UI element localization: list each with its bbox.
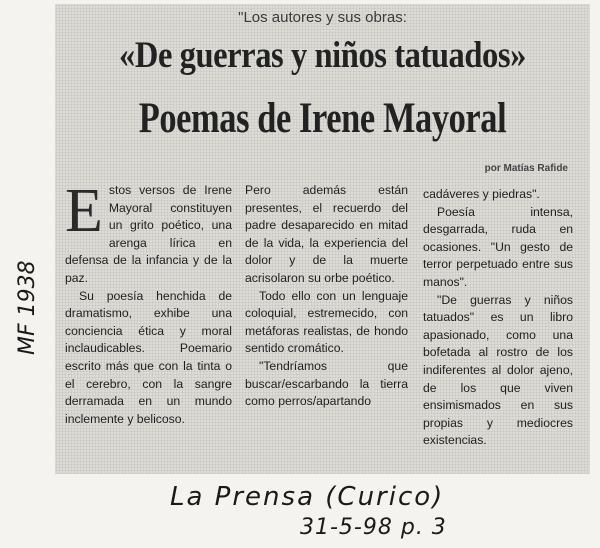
headline-line-2: Poemas de Irene Mayoral bbox=[138, 95, 507, 142]
paragraph: "De guerras y niños tatuados" es un libro apasionado, como una bofetada al rostro de los indiferentes al dolor ajeno, de los que viven ensimismados en sus propias y mediocres existencias. bbox=[423, 292, 573, 448]
paragraph: Su poesía henchida de dramatismo, exhibe una conciencia ética y moral inclaudicables. Poemario escrito más que con la tinta o el cerebro, con la sangre derramada en un mundo inclemente y belicoso. bbox=[65, 288, 232, 426]
handwritten-reference: MF 1938 bbox=[15, 260, 40, 355]
byline: por Matías Rafide bbox=[484, 163, 568, 174]
newspaper-clipping bbox=[55, 4, 590, 474]
handwritten-date-page: 31-5-98 p. 3 bbox=[300, 515, 447, 540]
article-column-1 bbox=[65, 177, 232, 428]
paragraph: stos versos de Irene Mayoral constituyen un grito poético, una arenga lírica en defensa de la infancia y de la paz. bbox=[65, 183, 232, 285]
paragraph: Poesía intensa, desgarrada, ruda en ocasiones. "Un gesto de terror perpetuado entre sus manos". bbox=[423, 204, 573, 289]
article-column-3 bbox=[423, 186, 573, 450]
paragraph: Todo ello con un lenguaje coloquial, estremecido, con metáforas realistas, de hondo sentido cromático. bbox=[245, 288, 408, 356]
article-column-2 bbox=[245, 182, 408, 411]
headline-line-1: «De guerras y niños tatuados» bbox=[119, 35, 526, 76]
paragraph: cadáveres y piedras". bbox=[423, 187, 540, 201]
section-kicker: "Los autores y sus obras: bbox=[238, 9, 407, 26]
handwritten-newspaper-name: La Prensa (Curico) bbox=[170, 482, 445, 512]
paragraph: Pero además están presentes, el recuerdo del padre desaparecido en mitad de la vida, la experiencia del dolor y de la muerte acrisolaron su orbe poético. bbox=[245, 183, 408, 285]
drop-cap: E bbox=[65, 177, 103, 245]
paragraph: "Tendríamos que buscar/escarbando la tierra como perros/apartando bbox=[245, 358, 408, 409]
